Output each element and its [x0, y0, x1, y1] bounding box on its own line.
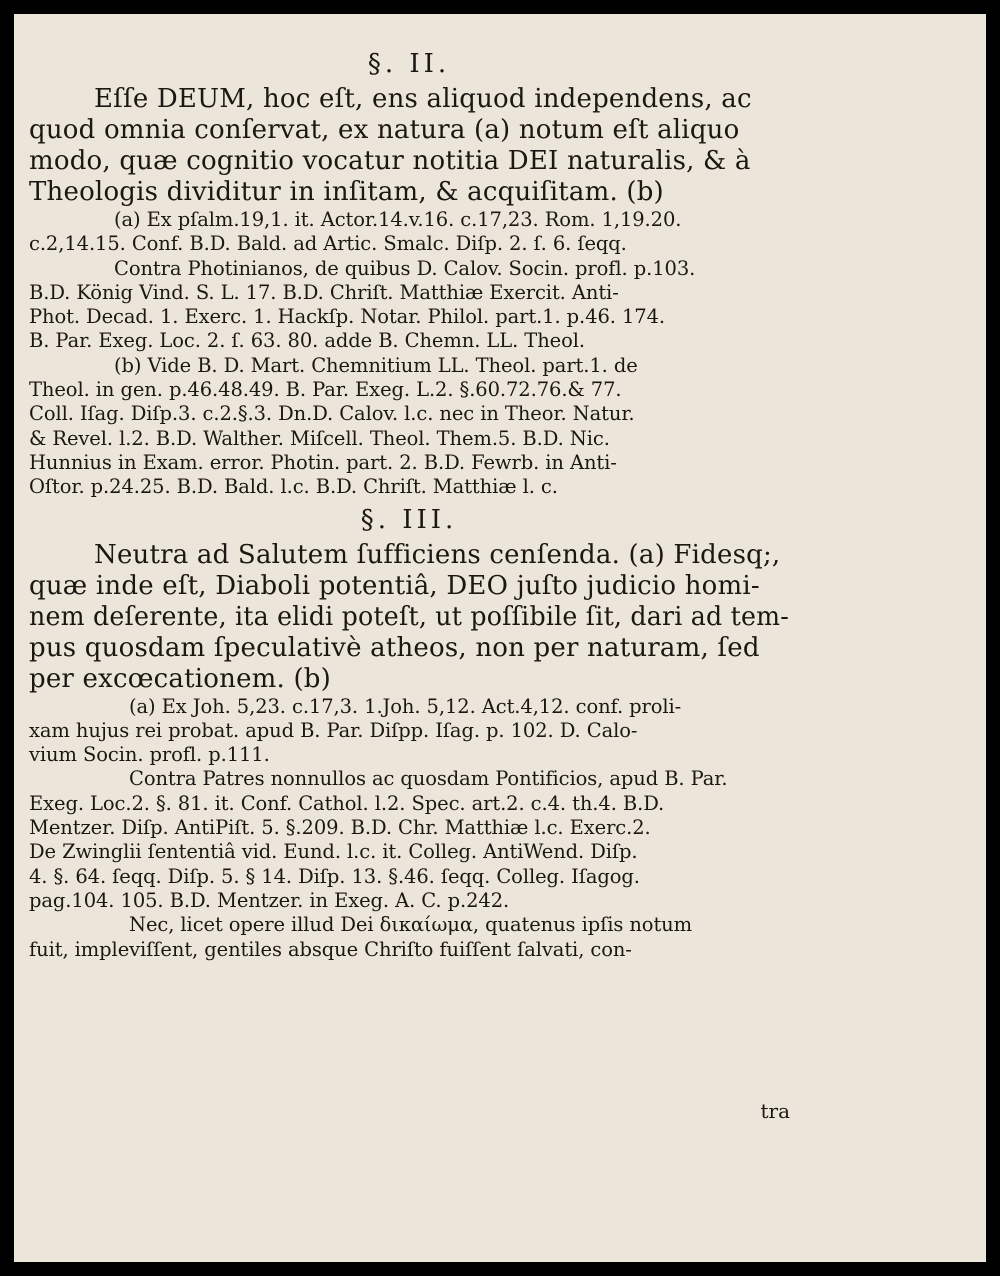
body-text-line: Neutra ad Salutem ſufficiens cenſenda. (a) Fidesq;,: [94, 539, 781, 570]
footnote-line: Mentzer. Diſp. AntiPiſt. 5. §.209. B.D. Chr. Matthiæ l.c. Exerc.2.: [29, 816, 651, 840]
footnote-line: 4. §. 64. ſeqq. Diſp. 5. § 14. Diſp. 13. §.46. ſeqq. Colleg. Iſagog.: [29, 864, 640, 888]
body-text-line: nem deſerente, ita elidi poteſt, ut poſſibile ſit, dari ad tem-: [29, 601, 789, 632]
footnote-line: Nec, licet opere illud Dei δικαίωμα, quatenus ipſis notum: [129, 913, 693, 937]
footnote-line: (a) Ex Joh. 5,23. c.17,3. 1.Joh. 5,12. Act.4,12. conf. proli-: [129, 694, 682, 718]
footnote-line: vium Socin. profl. p.111.: [29, 743, 270, 767]
body-text-line: Eſſe DEUM, hoc eſt, ens aliquod independens, ac: [94, 84, 752, 114]
body-text-line: modo, quæ cognitio vocatur notitia DEI naturalis, & à: [29, 146, 751, 176]
footnote-line: Hunnius in Exam. error. Photin. part. 2. B.D. Fewrb. in Anti-: [29, 450, 617, 474]
body-text-line: pus quosdam ſpeculativè atheos, non per naturam, ſed: [29, 632, 760, 663]
footnote-line: fuit, impleviſſent, gentiles absque Chriſto fuiſſent ſalvati, con-: [29, 937, 632, 961]
footnote-line: Phot. Decad. 1. Exerc. 1. Hackſp. Notar. Philol. part.1. p.46. 174.: [29, 305, 665, 329]
footnote-line: B. Par. Exeg. Loc. 2. ſ. 63. 80. adde B. Chemn. LL. Theol.: [29, 329, 585, 353]
footnote-line: Exeg. Loc.2. §. 81. it. Conf. Cathol. l.2. Spec. art.2. c.4. th.4. B.D.: [29, 791, 665, 815]
footnote-line: Coll. Iſag. Diſp.3. c.2.§.3. Dn.D. Calov. l.c. nec in Theor. Natur.: [29, 402, 635, 426]
body-text-line: per excœcationem. (b): [29, 663, 331, 694]
footnote-line: Contra Photinianos, de quibus D. Calov. Socin. profl. p.103.: [114, 256, 696, 280]
footnote-line: xam hujus rei probat. apud B. Par. Diſpp. Iſag. p. 102. D. Calo-: [29, 718, 638, 742]
footnote-line: (b) Vide B. D. Mart. Chemnitium LL. Theol. part.1. de: [114, 353, 638, 377]
body-text-line: Theologis dividitur in inſitam, & acquiſitam. (b): [29, 177, 664, 207]
footnote-line: (a) Ex pſalm.19,1. it. Actor.14.v.16. c.17,23. Rom. 1,19.20.: [114, 208, 682, 231]
footnote-line: De Zwinglii ſententiâ vid. Eund. l.c. it. Colleg. AntiWend. Diſp.: [29, 840, 638, 864]
section-heading: §. III.: [360, 504, 458, 535]
page-text: [29, 44, 789, 962]
footnote-line: c.2,14.15. Conf. B.D. Bald. ad Artic. Smalc. Diſp. 2. ſ. 6. ſeqq.: [29, 232, 627, 256]
footnote-line: & Revel. l.2. B.D. Walther. Miſcell. Theol. Them.5. B.D. Nic.: [29, 426, 610, 450]
catchword: tra: [760, 1099, 790, 1123]
footnote-line: Contra Patres nonnullos ac quosdam Pontificios, apud B. Par.: [129, 767, 728, 791]
footnote-line: Oſtor. p.24.25. B.D. Bald. l.c. B.D. Chriſt. Matthiæ l. c.: [29, 475, 558, 499]
body-text-line: quæ inde eſt, Diaboli potentiâ, DEO juſto judicio homi-: [29, 570, 760, 601]
section-heading: §. II.: [367, 49, 451, 79]
footnote-line: B.D. König Vind. S. L. 17. B.D. Chriſt. Matthiæ Exercit. Anti-: [29, 280, 619, 304]
body-text-line: quod omnia conſervat, ex natura (a) notum eſt aliquo: [29, 115, 740, 145]
footnote-line: Theol. in gen. p.46.48.49. B. Par. Exeg. L.2. §.60.72.76.& 77.: [29, 378, 622, 402]
footnote-line: pag.104. 105. B.D. Mentzer. in Exeg. A. C. p.242.: [29, 888, 510, 912]
book-page: [14, 14, 986, 1262]
